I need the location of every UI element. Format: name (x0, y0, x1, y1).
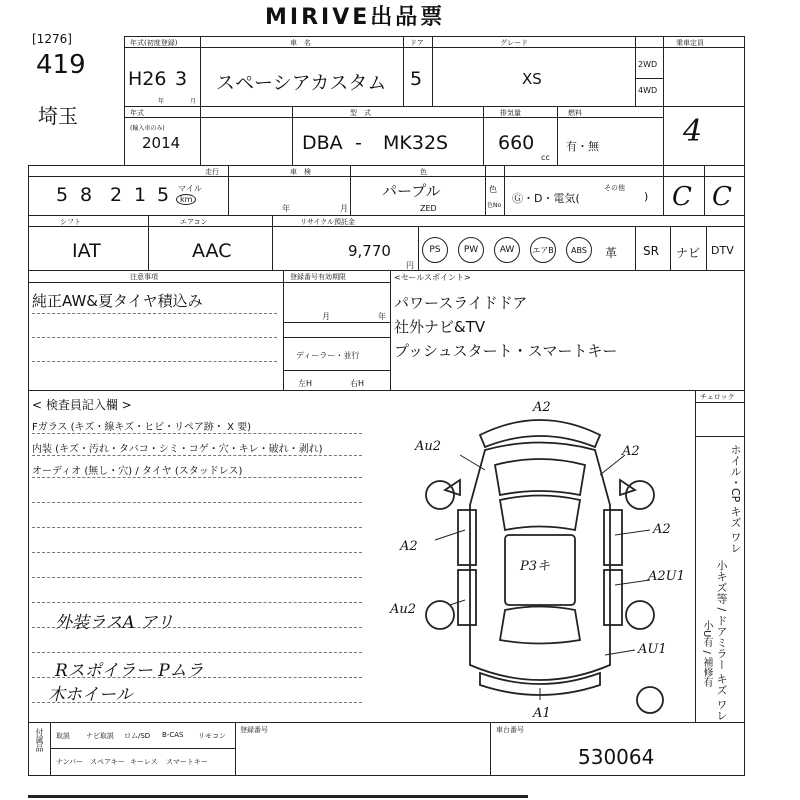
aircon-value: AAC (192, 240, 232, 262)
sales-point-2: 社外ナビ&TV (394, 318, 486, 336)
model-dash: - (355, 132, 362, 154)
mileage-digit-1: 5 (56, 184, 69, 206)
reg-month-label: 月 (322, 312, 330, 321)
fuel-type: Ⓖ・D・電気( (512, 192, 580, 205)
inspector-hand-1: 外装ラスA アリ (55, 613, 174, 633)
acc-manual: 取説 (56, 732, 70, 740)
car-name: スペーシアカスタム (216, 72, 387, 94)
mileage-digit-2: 8 (80, 184, 93, 206)
inspection-month: 月 (340, 204, 348, 213)
mileage-digit-5: 5 (157, 184, 170, 206)
acc-keyless: キーレス (130, 758, 158, 766)
door-count: 5 (410, 68, 423, 90)
color-code: ZED (420, 204, 437, 213)
grade-value: XS (522, 70, 542, 88)
hdr-mileage: 走行 (205, 168, 219, 176)
lot-code: [1276] (32, 32, 72, 46)
model-year: 2014 (142, 134, 181, 152)
fuel-other: その他 (604, 184, 625, 192)
sales-point-3: プッシュスタート・スマートキー (394, 342, 618, 360)
inspector-hand-3: 木ホイール (48, 685, 133, 705)
sales-point-1: パワースライドドア (394, 294, 528, 312)
recycle-unit: 円 (406, 261, 414, 270)
hdr-notes: 注意事項 (130, 273, 158, 281)
model-prefix: DBA (302, 132, 343, 154)
cc-unit: cc (541, 153, 550, 162)
inspector-audio: オーディオ (無し・穴) / タイヤ (スタッドレス) (32, 466, 243, 477)
reg-month-unit: 月 (190, 98, 197, 105)
mark-left-rear: Au2 (390, 602, 417, 617)
equip-abs: ABS (566, 237, 592, 263)
handle-left: 左H (298, 379, 313, 388)
equip-leather: 革 (605, 246, 618, 260)
acc-spare-key: スペアキー (90, 758, 125, 766)
mileage-unit-mile: マイル (178, 184, 202, 193)
hdr-color: 色 (420, 168, 427, 176)
mark-left-front: Au2 (415, 439, 442, 454)
acc-rom-sd: ロム/SD (124, 732, 151, 740)
car-diagram (390, 395, 690, 721)
hdr-displacement: 排気量 (500, 109, 521, 117)
model-code: MK32S (383, 132, 449, 154)
equip-sr: SR (643, 244, 659, 258)
dealer-option: ディーラー・並行 (296, 351, 360, 360)
shift-value: IAT (72, 240, 101, 262)
inspector-title: < 検査員記入欄 > (32, 398, 132, 412)
inspector-hand-2: Rスポイラー Pムラ (55, 661, 204, 681)
equip-dtv: DTV (711, 244, 734, 257)
handle-right: 右H (350, 379, 365, 388)
check-lock-label: チェロック (700, 393, 735, 401)
legend-col-1: ホイル・CP キズ ワレ (729, 444, 742, 554)
reg-era-year: H26 (128, 68, 167, 90)
reg-number-label: 登録番号 (240, 726, 268, 734)
mark-right-front: A2 (622, 444, 640, 459)
hdr-fuel: 燃料 (568, 109, 582, 117)
mark-right-door: A2 (653, 522, 671, 537)
acc-remote: リモコン (198, 732, 226, 740)
inspection-year: 年 (282, 204, 290, 213)
seats-hand: 4 (683, 114, 703, 149)
mileage-unit-km: km (176, 194, 196, 205)
color-label: 色 (489, 185, 497, 194)
reg-day-label: 年 (378, 312, 386, 321)
hdr-doors: ドア (410, 39, 424, 47)
chassis-number: 530064 (578, 745, 655, 769)
score-interior: C (672, 182, 692, 212)
notes-line-1: 純正AW&夏タイヤ積込み (32, 292, 203, 310)
accessory-side-label: 付属品 (35, 728, 44, 752)
mark-roof: P3キ (520, 559, 551, 574)
color-name: パープル (382, 182, 441, 200)
equip-navi: ナビ (676, 246, 701, 260)
mark-rear: A1 (533, 706, 551, 721)
hdr-model-year: 年式 (130, 109, 144, 117)
score-exterior: C (712, 182, 732, 212)
lot-number: 419 (36, 50, 86, 80)
mark-left-door: A2 (400, 539, 418, 554)
hdr-aircon: エアコン (180, 218, 208, 226)
acc-smart-key: スマートキー (166, 758, 208, 766)
hdr-shift: シフト (60, 218, 81, 226)
mark-rear-right: AU1 (638, 642, 667, 657)
mileage-digit-3: 2 (110, 184, 123, 206)
hdr-model: 型 式 (350, 109, 371, 117)
displacement: 660 (498, 132, 535, 154)
legend-col-2: 小キズ等 / ドアミラー キズ ワレ (715, 560, 728, 721)
drive-2wd: 2WD (638, 60, 658, 69)
hdr-model-year-note: (輸入車のみ) (130, 125, 165, 132)
acc-number: ナンバー (56, 758, 84, 766)
reg-month: 3 (175, 68, 188, 90)
equip-ps: PS (422, 237, 448, 263)
recycle-value: 9,770 (348, 242, 391, 260)
hdr-sales-points: <セールスポイント> (394, 273, 471, 282)
mark-front: A2 (533, 400, 551, 415)
fuel-close: ) (644, 190, 649, 203)
form-title: MIRIVE出品票 (265, 5, 446, 30)
fuel-option: 有・無 (566, 140, 599, 153)
hdr-grade: グレード (500, 39, 528, 47)
mark-right-rear: A2U1 (648, 569, 685, 584)
reg-year-unit: 年 (158, 98, 165, 105)
hdr-recycle: リサイクル預託金 (300, 218, 356, 226)
lot-region: 埼玉 (38, 104, 78, 128)
hdr-seats: 乗車定員 (676, 39, 704, 47)
color-no-label: 色No (487, 202, 502, 209)
acc-navi-manual: ナビ取説 (86, 732, 114, 740)
inspector-glass: Fガラス (キズ・線キズ・ヒビ・リペア跡・ X 要) (32, 422, 252, 433)
equip-airbag: エアB (530, 237, 556, 263)
hdr-first-reg: 年式(初度登録) (130, 39, 178, 47)
drive-4wd: 4WD (638, 86, 658, 95)
chassis-label: 車台番号 (496, 726, 524, 734)
equip-aw: AW (494, 237, 520, 263)
hdr-reg-valid: 登録番号有効期限 (290, 273, 346, 281)
hdr-inspection: 車 検 (290, 168, 311, 176)
acc-bcas: B-CAS (162, 731, 184, 739)
inspector-interior: 内装 (キズ・汚れ・タバコ・シミ・コゲ・穴・キレ・破れ・剥れ) (32, 444, 323, 455)
hdr-car-name: 車 名 (290, 39, 311, 47)
legend-col-3: 小U有 / 補修有 (701, 620, 712, 688)
mileage-digit-4: 1 (134, 184, 147, 206)
equip-pw: PW (458, 237, 484, 263)
